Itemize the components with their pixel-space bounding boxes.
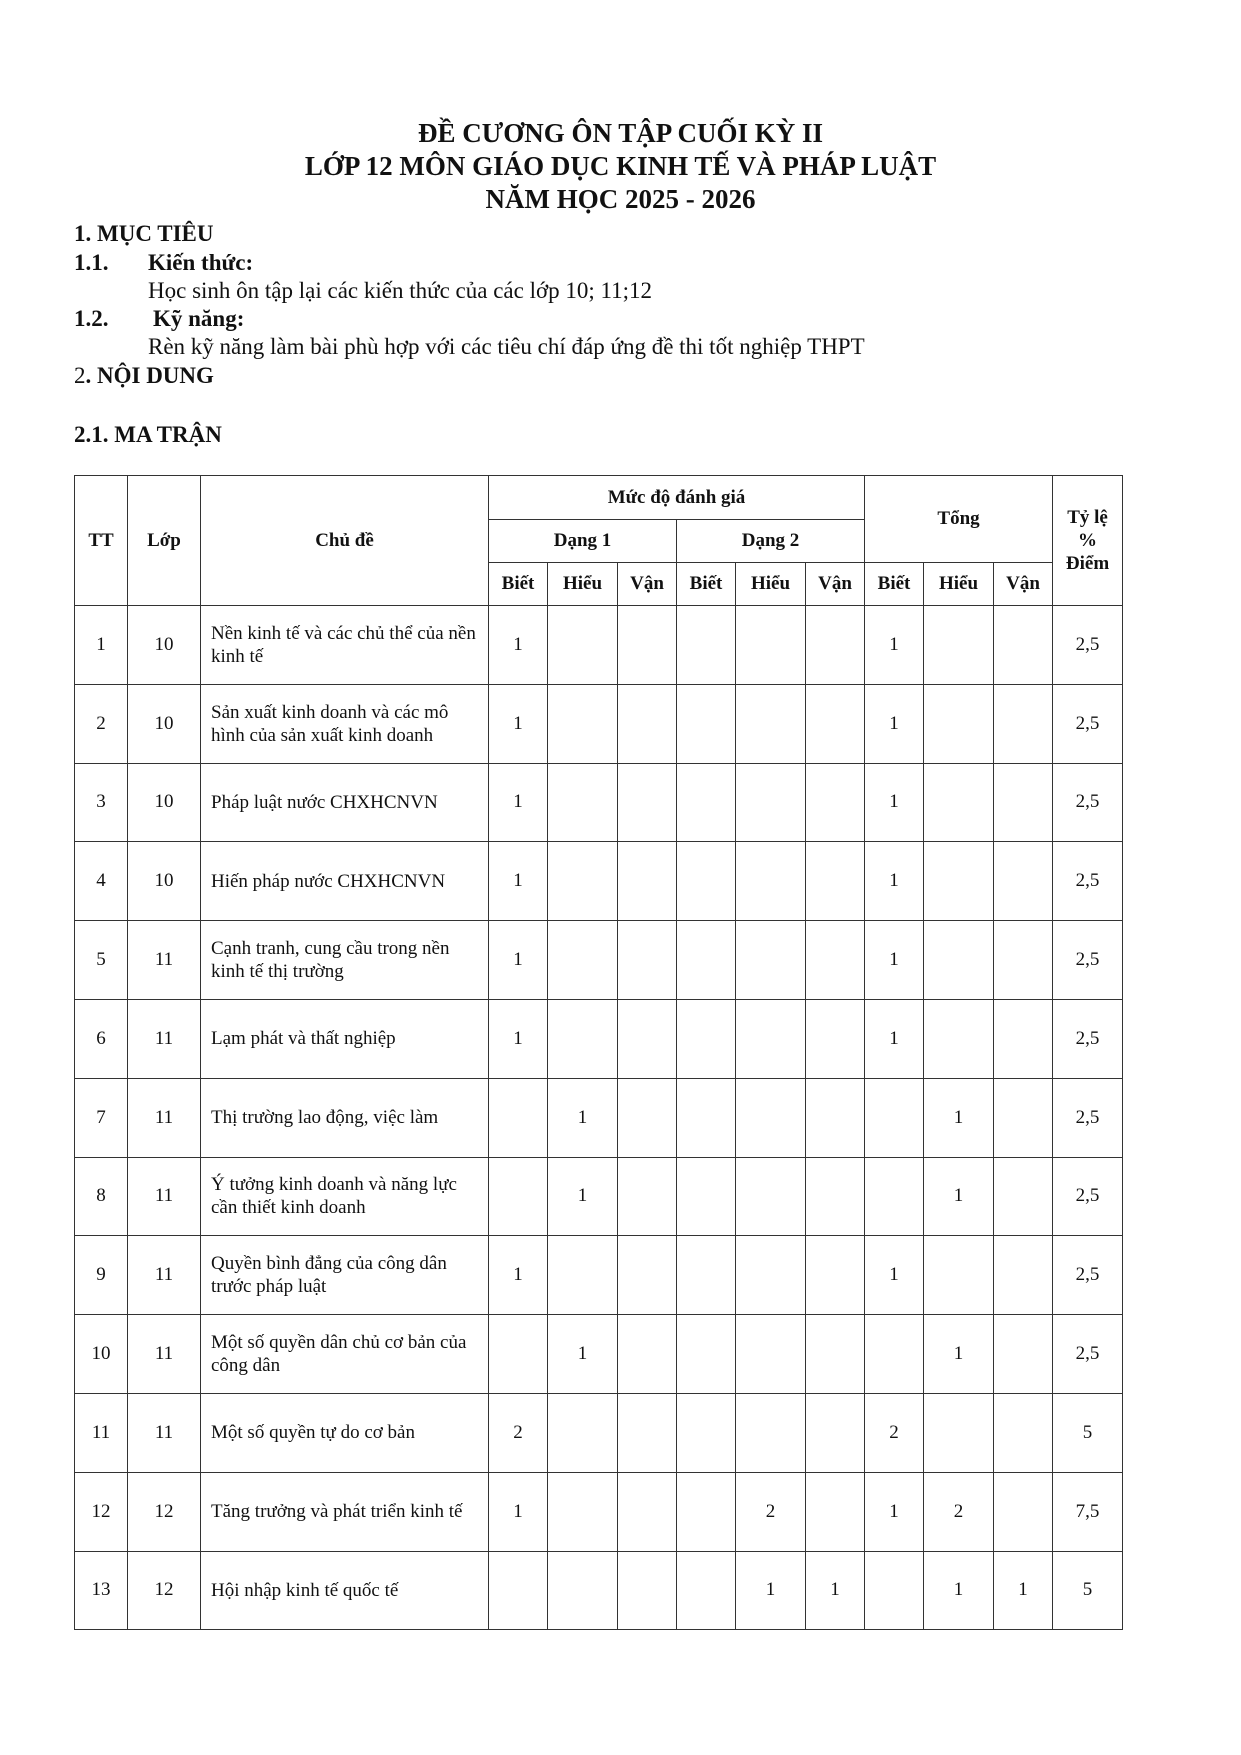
cell-d2-hieu bbox=[736, 1315, 806, 1394]
cell-d1-hieu bbox=[548, 606, 618, 685]
cell-d1-hieu bbox=[548, 999, 618, 1078]
table-row bbox=[75, 921, 1123, 1000]
cell-d1-van bbox=[618, 842, 677, 921]
cell-tong-hieu bbox=[924, 1236, 994, 1315]
cell-d2-biet bbox=[677, 842, 736, 921]
table-row bbox=[75, 1078, 1123, 1157]
cell-topic: Lạm phát và thất nghiệp bbox=[201, 999, 489, 1078]
cell-d1-biet bbox=[489, 1157, 548, 1236]
cell-d2-hieu bbox=[736, 921, 806, 1000]
header-ty-le-line1: Tỷ lệ bbox=[1067, 507, 1108, 528]
cell-ty-le: 2,5 bbox=[1053, 1157, 1123, 1236]
header-tong-biet: Biết bbox=[865, 563, 924, 606]
header-dang-2: Dạng 2 bbox=[677, 520, 865, 563]
cell-d2-hieu bbox=[736, 1236, 806, 1315]
cell-tong-van bbox=[994, 606, 1053, 685]
cell-d2-van bbox=[806, 1078, 865, 1157]
cell-tt: 2 bbox=[75, 684, 128, 763]
cell-d1-hieu bbox=[548, 1236, 618, 1315]
cell-d2-van bbox=[806, 1315, 865, 1394]
cell-ty-le: 2,5 bbox=[1053, 606, 1123, 685]
cell-d2-van bbox=[806, 1157, 865, 1236]
cell-tong-hieu bbox=[924, 842, 994, 921]
cell-d2-van bbox=[806, 1393, 865, 1472]
cell-tong-hieu bbox=[924, 1393, 994, 1472]
cell-tt: 3 bbox=[75, 763, 128, 842]
cell-topic: Sản xuất kinh doanh và các mô hình của sản xuất kinh doanh bbox=[201, 684, 489, 763]
cell-tong-van bbox=[994, 763, 1053, 842]
table-row bbox=[75, 1157, 1123, 1236]
header-ty-le bbox=[1053, 476, 1123, 606]
cell-d2-van bbox=[806, 921, 865, 1000]
cell-ty-le: 5 bbox=[1053, 1551, 1123, 1630]
cell-d1-hieu bbox=[548, 842, 618, 921]
cell-d2-van bbox=[806, 606, 865, 685]
assessment-matrix-table bbox=[74, 475, 1123, 1630]
cell-tong-biet: 1 bbox=[865, 606, 924, 685]
doc-title-line2: LỚP 12 MÔN GIÁO DỤC KINH TẾ VÀ PHÁP LUẬT bbox=[304, 151, 937, 181]
table-row bbox=[75, 999, 1123, 1078]
cell-d1-hieu: 1 bbox=[548, 1078, 618, 1157]
cell-d2-van: 1 bbox=[806, 1551, 865, 1630]
header-ty-le-line3: Điểm bbox=[1065, 553, 1110, 574]
cell-tong-van bbox=[994, 999, 1053, 1078]
cell-d1-van bbox=[618, 1472, 677, 1551]
cell-topic: Hiến pháp nước CHXHCNVN bbox=[201, 842, 489, 921]
cell-ty-le: 2,5 bbox=[1053, 842, 1123, 921]
table-row bbox=[75, 684, 1123, 763]
header-d2-van: Vận bbox=[806, 563, 865, 606]
cell-d1-biet: 1 bbox=[489, 606, 548, 685]
header-d2-hieu: Hiểu bbox=[736, 563, 806, 606]
cell-ty-le: 7,5 bbox=[1053, 1472, 1123, 1551]
cell-d1-van bbox=[618, 606, 677, 685]
cell-d1-hieu bbox=[548, 1472, 618, 1551]
cell-d2-biet bbox=[677, 1315, 736, 1394]
cell-d2-biet bbox=[677, 606, 736, 685]
cell-d2-hieu bbox=[736, 842, 806, 921]
doc-title-line3: NĂM HỌC 2025 - 2026 bbox=[485, 184, 756, 214]
cell-tong-hieu: 1 bbox=[924, 1157, 994, 1236]
cell-d2-biet bbox=[677, 921, 736, 1000]
cell-d2-hieu bbox=[736, 999, 806, 1078]
cell-d1-hieu: 1 bbox=[548, 1157, 618, 1236]
cell-topic: Một số quyền dân chủ cơ bản của công dân bbox=[201, 1315, 489, 1394]
cell-tong-biet bbox=[865, 1078, 924, 1157]
cell-d1-biet: 1 bbox=[489, 921, 548, 1000]
cell-tong-hieu bbox=[924, 999, 994, 1078]
header-dang-1: Dạng 1 bbox=[489, 520, 677, 563]
cell-tong-van bbox=[994, 1315, 1053, 1394]
cell-tt: 11 bbox=[75, 1393, 128, 1472]
section-2-heading bbox=[74, 362, 214, 390]
cell-tt: 4 bbox=[75, 842, 128, 921]
cell-d2-biet bbox=[677, 1551, 736, 1630]
cell-topic: Thị trường lao động, việc làm bbox=[201, 1078, 489, 1157]
cell-d2-hieu bbox=[736, 606, 806, 685]
cell-lop: 11 bbox=[128, 1078, 201, 1157]
section-1-2-text: Rèn kỹ năng làm bài phù hợp với các tiêu chí đáp ứng đề thi tốt nghiệp THPT bbox=[148, 334, 865, 359]
cell-d1-biet: 2 bbox=[489, 1393, 548, 1472]
cell-lop: 11 bbox=[128, 999, 201, 1078]
cell-topic: Ý tưởng kinh doanh và năng lực cần thiết kinh doanh bbox=[201, 1157, 489, 1236]
cell-d2-van bbox=[806, 1472, 865, 1551]
cell-tt: 1 bbox=[75, 606, 128, 685]
cell-d1-hieu bbox=[548, 684, 618, 763]
cell-topic: Một số quyền tự do cơ bản bbox=[201, 1393, 489, 1472]
cell-topic: Nền kinh tế và các chủ thể của nền kinh tế bbox=[201, 606, 489, 685]
cell-tong-hieu bbox=[924, 921, 994, 1000]
cell-tong-biet: 1 bbox=[865, 684, 924, 763]
cell-tong-hieu bbox=[924, 606, 994, 685]
cell-d1-van bbox=[618, 1551, 677, 1630]
cell-tong-biet: 1 bbox=[865, 763, 924, 842]
table-row bbox=[75, 763, 1123, 842]
cell-d1-biet: 1 bbox=[489, 999, 548, 1078]
cell-d1-hieu: 1 bbox=[548, 1315, 618, 1394]
cell-tong-biet: 1 bbox=[865, 921, 924, 1000]
cell-d1-biet: 1 bbox=[489, 763, 548, 842]
cell-ty-le: 2,5 bbox=[1053, 1236, 1123, 1315]
cell-tt: 8 bbox=[75, 1157, 128, 1236]
cell-ty-le: 2,5 bbox=[1053, 999, 1123, 1078]
cell-tong-van bbox=[994, 1157, 1053, 1236]
cell-lop: 10 bbox=[128, 684, 201, 763]
cell-lop: 12 bbox=[128, 1472, 201, 1551]
cell-d2-biet bbox=[677, 999, 736, 1078]
cell-tong-hieu bbox=[924, 684, 994, 763]
cell-tt: 10 bbox=[75, 1315, 128, 1394]
cell-d2-van bbox=[806, 763, 865, 842]
cell-tong-van bbox=[994, 842, 1053, 921]
cell-ty-le: 2,5 bbox=[1053, 684, 1123, 763]
cell-tt: 12 bbox=[75, 1472, 128, 1551]
table-row bbox=[75, 1236, 1123, 1315]
cell-d2-hieu: 2 bbox=[736, 1472, 806, 1551]
cell-tong-biet: 2 bbox=[865, 1393, 924, 1472]
cell-d2-van bbox=[806, 842, 865, 921]
cell-d2-hieu bbox=[736, 1078, 806, 1157]
cell-d1-van bbox=[618, 763, 677, 842]
cell-d1-biet: 1 bbox=[489, 842, 548, 921]
cell-tong-biet bbox=[865, 1157, 924, 1236]
cell-d2-biet bbox=[677, 1157, 736, 1236]
section-2-title: . NỘI DUNG bbox=[85, 363, 214, 388]
cell-tong-biet bbox=[865, 1551, 924, 1630]
cell-d1-biet: 1 bbox=[489, 684, 548, 763]
section-2-number: 2 bbox=[74, 363, 86, 388]
cell-tong-hieu bbox=[924, 763, 994, 842]
cell-d1-van bbox=[618, 1236, 677, 1315]
cell-tong-hieu: 1 bbox=[924, 1551, 994, 1630]
cell-lop: 11 bbox=[128, 1157, 201, 1236]
section-2-1-heading: 2.1. MA TRẬN bbox=[74, 422, 222, 447]
cell-d1-van bbox=[618, 1078, 677, 1157]
cell-d1-van bbox=[618, 1315, 677, 1394]
cell-tt: 13 bbox=[75, 1551, 128, 1630]
cell-d1-biet bbox=[489, 1078, 548, 1157]
cell-d2-hieu bbox=[736, 1393, 806, 1472]
cell-lop: 11 bbox=[128, 1393, 201, 1472]
table-row bbox=[75, 842, 1123, 921]
header-d1-van: Vận bbox=[618, 563, 677, 606]
cell-lop: 10 bbox=[128, 763, 201, 842]
cell-d1-van bbox=[618, 1393, 677, 1472]
header-d1-biet: Biết bbox=[489, 563, 548, 606]
cell-d1-van bbox=[618, 921, 677, 1000]
cell-d2-hieu bbox=[736, 684, 806, 763]
table-row bbox=[75, 606, 1123, 685]
cell-lop: 10 bbox=[128, 842, 201, 921]
cell-lop: 12 bbox=[128, 1551, 201, 1630]
cell-d2-van bbox=[806, 1236, 865, 1315]
cell-d2-van bbox=[806, 999, 865, 1078]
section-1-1-heading bbox=[74, 249, 253, 277]
cell-tong-hieu: 1 bbox=[924, 1078, 994, 1157]
cell-d1-hieu bbox=[548, 1393, 618, 1472]
cell-d1-biet bbox=[489, 1315, 548, 1394]
cell-tong-hieu: 1 bbox=[924, 1315, 994, 1394]
table-row bbox=[75, 1393, 1123, 1472]
section-1-1-text: Học sinh ôn tập lại các kiến thức của các lớp 10; 11;12 bbox=[148, 278, 653, 303]
cell-tong-biet: 1 bbox=[865, 1236, 924, 1315]
section-1-heading: 1. MỤC TIÊU bbox=[74, 221, 214, 246]
table-row bbox=[75, 1472, 1123, 1551]
doc-title-line1: ĐỀ CƯƠNG ÔN TẬP CUỐI KỲ II bbox=[417, 118, 824, 148]
header-lop: Lớp bbox=[128, 476, 201, 606]
cell-topic: Quyền bình đẳng của công dân trước pháp luật bbox=[201, 1236, 489, 1315]
cell-lop: 11 bbox=[128, 1315, 201, 1394]
cell-d1-hieu bbox=[548, 1551, 618, 1630]
section-1-2-number: 1.2. bbox=[74, 306, 109, 331]
cell-d1-van bbox=[618, 999, 677, 1078]
cell-ty-le: 2,5 bbox=[1053, 763, 1123, 842]
header-muc-do: Mức độ đánh giá bbox=[489, 476, 865, 520]
header-ty-le-line2: % bbox=[1078, 530, 1098, 551]
cell-d1-van bbox=[618, 1157, 677, 1236]
cell-tong-van bbox=[994, 1393, 1053, 1472]
cell-tong-van: 1 bbox=[994, 1551, 1053, 1630]
cell-tong-biet: 1 bbox=[865, 1472, 924, 1551]
section-1-2-heading bbox=[74, 305, 244, 333]
cell-lop: 11 bbox=[128, 921, 201, 1000]
cell-topic: Hội nhập kinh tế quốc tế bbox=[201, 1551, 489, 1630]
table-row bbox=[75, 1551, 1123, 1630]
cell-ty-le: 5 bbox=[1053, 1393, 1123, 1472]
cell-lop: 11 bbox=[128, 1236, 201, 1315]
cell-topic: Tăng trưởng và phát triển kinh tế bbox=[201, 1472, 489, 1551]
header-tt: TT bbox=[75, 476, 128, 606]
cell-d2-biet bbox=[677, 684, 736, 763]
cell-d2-hieu bbox=[736, 1157, 806, 1236]
cell-tt: 9 bbox=[75, 1236, 128, 1315]
cell-tong-hieu: 2 bbox=[924, 1472, 994, 1551]
cell-tong-biet: 1 bbox=[865, 999, 924, 1078]
cell-d2-biet bbox=[677, 1236, 736, 1315]
cell-tt: 7 bbox=[75, 1078, 128, 1157]
header-chu-de: Chủ đề bbox=[201, 476, 489, 606]
cell-tong-biet bbox=[865, 1315, 924, 1394]
cell-d2-van bbox=[806, 684, 865, 763]
cell-d2-biet bbox=[677, 763, 736, 842]
header-tong-hieu: Hiểu bbox=[924, 563, 994, 606]
section-1-1-title: Kiến thức: bbox=[148, 250, 254, 275]
section-1-2-title: Kỹ năng: bbox=[153, 306, 245, 331]
table-row bbox=[75, 1315, 1123, 1394]
cell-d2-hieu: 1 bbox=[736, 1551, 806, 1630]
cell-d1-biet: 1 bbox=[489, 1472, 548, 1551]
header-d2-biet: Biết bbox=[677, 563, 736, 606]
cell-lop: 10 bbox=[128, 606, 201, 685]
cell-d2-biet bbox=[677, 1078, 736, 1157]
cell-topic: Pháp luật nước CHXHCNVN bbox=[201, 763, 489, 842]
cell-tong-van bbox=[994, 684, 1053, 763]
section-1-1-number: 1.1. bbox=[74, 250, 109, 275]
matrix-body bbox=[75, 606, 1123, 1630]
cell-d2-hieu bbox=[736, 763, 806, 842]
cell-topic: Cạnh tranh, cung cầu trong nền kinh tế thị trường bbox=[201, 921, 489, 1000]
header-tong-van: Vận bbox=[994, 563, 1053, 606]
cell-tong-van bbox=[994, 1472, 1053, 1551]
cell-ty-le: 2,5 bbox=[1053, 1078, 1123, 1157]
cell-tong-van bbox=[994, 1236, 1053, 1315]
cell-tt: 6 bbox=[75, 999, 128, 1078]
header-d1-hieu: Hiểu bbox=[548, 563, 618, 606]
cell-d2-biet bbox=[677, 1472, 736, 1551]
cell-tt: 5 bbox=[75, 921, 128, 1000]
header-tong: Tổng bbox=[865, 476, 1053, 563]
cell-d1-biet bbox=[489, 1551, 548, 1630]
cell-d1-biet: 1 bbox=[489, 1236, 548, 1315]
cell-d1-hieu bbox=[548, 763, 618, 842]
cell-ty-le: 2,5 bbox=[1053, 921, 1123, 1000]
cell-tong-van bbox=[994, 1078, 1053, 1157]
cell-d1-van bbox=[618, 684, 677, 763]
cell-tong-van bbox=[994, 921, 1053, 1000]
cell-d2-biet bbox=[677, 1393, 736, 1472]
cell-tong-biet: 1 bbox=[865, 842, 924, 921]
cell-d1-hieu bbox=[548, 921, 618, 1000]
cell-ty-le: 2,5 bbox=[1053, 1315, 1123, 1394]
